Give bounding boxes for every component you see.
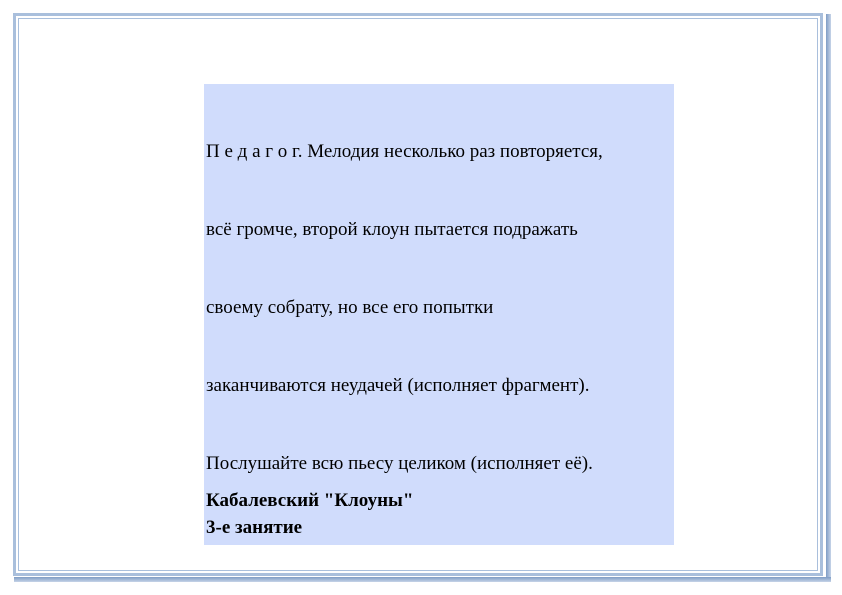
body-line: Послушайте всю пьесу целиком (исполняет её). [206, 453, 593, 474]
footer-title: Кабалевский "Клоуны" [206, 490, 414, 511]
frame-shadow-bottom [14, 577, 831, 582]
frame-shadow-right [826, 14, 831, 580]
body-line: своему собрату, но все его попытки [206, 297, 494, 318]
footer-subtitle: 3-е занятие [206, 517, 303, 538]
body-line: всё громче, второй клоун пытается подражать [206, 219, 578, 240]
body-text [206, 87, 672, 529]
footer-caption [206, 487, 413, 541]
body-line: П е д а г о г. Мелодия несколько раз повторяется, [206, 141, 603, 162]
text-panel [204, 84, 674, 545]
body-line: заканчиваются неудачей (исполняет фрагмент). [206, 375, 590, 396]
